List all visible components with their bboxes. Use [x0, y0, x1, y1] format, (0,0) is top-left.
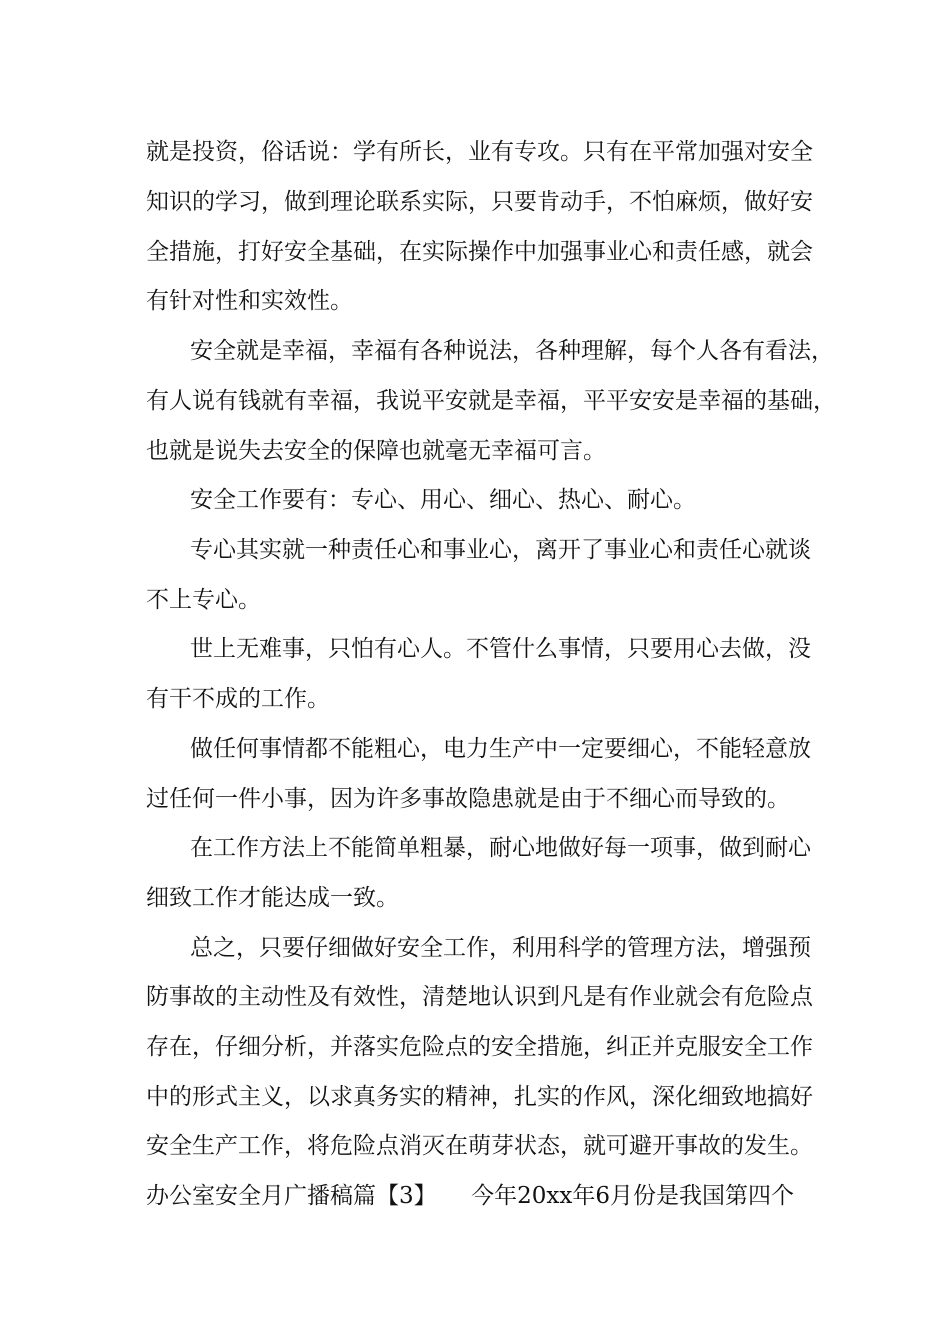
paragraph-start-line: 总之，只要仔细做好安全工作，利用科学的管理方法，增强预: [190, 935, 811, 961]
paragraph-start-line: 做任何事情都不能粗心，电力生产中一定要细心，不能轻意放: [190, 736, 811, 762]
text-line: 有人说有钱就有幸福，我说平安就是幸福，平平安安是幸福的基础，: [146, 388, 836, 414]
text-line: 不上专心。: [146, 587, 261, 613]
text-line: 就是投资，俗话说：学有所长，业有专攻。只有在平常加强对安全: [146, 139, 813, 165]
text-line: 防事故的主动性及有效性，清楚地认识到凡是有作业就会有危险点: [146, 984, 813, 1010]
paragraph-start-line: 安全就是幸福，幸福有各种说法，各种理解，每个人各有看法，: [190, 338, 834, 364]
paragraph-start-line: 专心其实就一种责任心和事业心，离开了事业心和责任心就谈: [190, 537, 811, 563]
text-line: 全措施，打好安全基础，在实际操作中加强事业心和责任感，就会: [146, 239, 813, 265]
text-line: 有针对性和实效性。: [146, 288, 353, 314]
text-line: 细致工作才能达成一致。: [146, 885, 399, 911]
text-line: 有干不成的工作。: [146, 686, 330, 712]
text-line: 知识的学习，做到理论联系实际，只要肯动手，不怕麻烦，做好安: [146, 189, 813, 215]
text-line: 中的形式主义，以求真务实的精神，扎实的作风，深化细致地搞好: [146, 1084, 813, 1110]
paragraph-start-line: 安全工作要有：专心、用心、细心、热心、耐心。: [190, 487, 696, 513]
text-line: 过任何一件小事，因为许多事故隐患就是由于不细心而导致的。: [146, 786, 790, 812]
paragraph-start-line: 世上无难事，只怕有心人。不管什么事情，只要用心去做，没: [190, 636, 811, 662]
section-heading-line: 办公室安全月广播稿篇【3】 今年20xx年6月份是我国第四个: [146, 1183, 794, 1209]
text-line: 也就是说失去安全的保障也就毫无幸福可言。: [146, 438, 606, 464]
paragraph-start-line: 在工作方法上不能简单粗暴，耐心地做好每一项事，做到耐心: [190, 835, 811, 861]
text-line: 存在，仔细分析，并落实危险点的安全措施，纠正并克服安全工作: [146, 1034, 813, 1060]
text-line: 安全生产工作，将危险点消灭在萌芽状态，就可避开事故的发生。: [146, 1133, 813, 1159]
